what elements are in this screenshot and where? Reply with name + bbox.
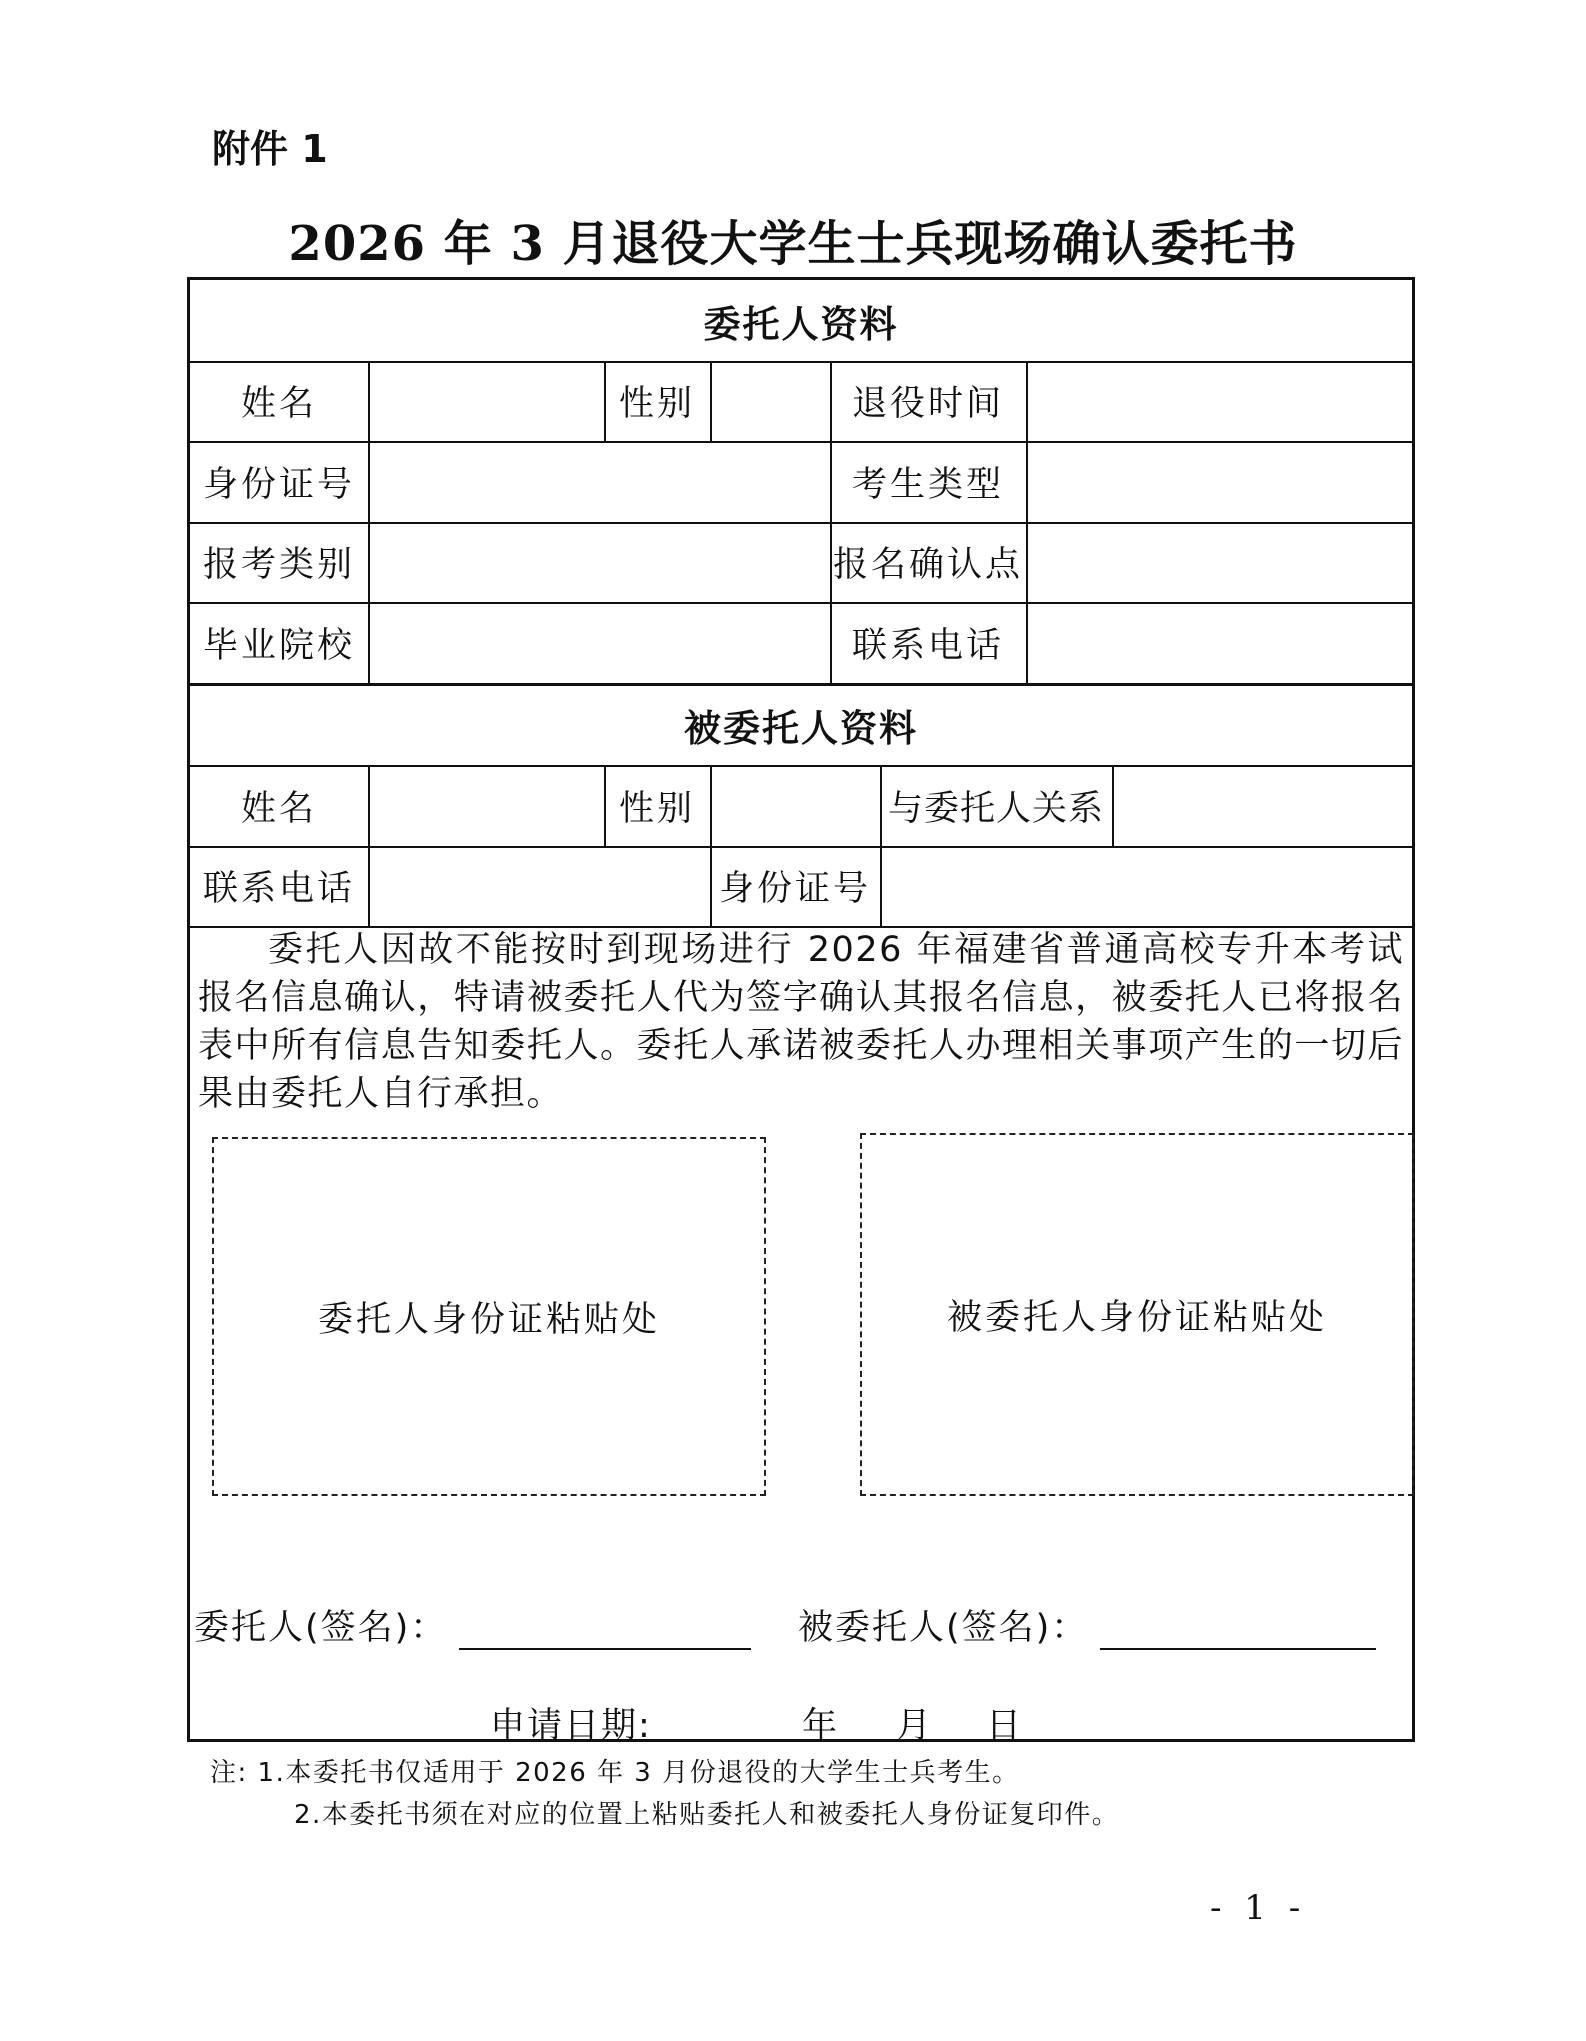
agent-section-title: 被委托人资料 [684, 706, 918, 750]
agent-phone-field[interactable] [370, 846, 710, 926]
principal-name-field[interactable] [370, 361, 604, 441]
document-title: 2026 年 3 月退役大学生士兵现场确认委托书 [288, 216, 1298, 272]
principal-id-number-label: 身份证号 [202, 464, 355, 505]
agent-signature [798, 1600, 1376, 1650]
principal-signature-label: 委托人(签名)： [194, 1608, 448, 1648]
date-label: 申请日期: [490, 1706, 652, 1746]
note-2: 2.本委托书须在对应的位置上粘贴委托人和被委托人身份证复印件。 [294, 1800, 1120, 1830]
agent-gender-label: 性别 [618, 788, 695, 829]
principal-exam-category-field[interactable] [370, 522, 830, 602]
principal-discharge-time-label: 退役时间 [851, 384, 1004, 424]
agent-phone-label: 联系电话 [202, 869, 355, 909]
principal-signature-line[interactable] [459, 1618, 751, 1650]
principal-confirm-point-label: 报名确认点 [832, 545, 1023, 585]
agent-signature-line[interactable] [1100, 1618, 1376, 1650]
agent-gender-field[interactable] [712, 765, 880, 846]
date-year: 年 [802, 1706, 840, 1746]
date-day: 日 [986, 1706, 1024, 1746]
agent-id-paste-area: 被委托人身份证粘贴处 [860, 1133, 1414, 1496]
page-number: - 1 - [1210, 1888, 1307, 1928]
agent-name-field[interactable] [370, 765, 604, 846]
agent-relation-field[interactable] [1114, 765, 1412, 846]
date-month: 月 [896, 1706, 934, 1746]
agent-signature-label: 被委托人(签名)： [798, 1608, 1089, 1648]
notes [210, 1752, 1119, 1836]
statement-paragraph: 委托人因故不能按时到现场进行 2026 年福建省普通高校专升本考试报名信息确认，特请被委托人代为签字确认其报名信息，被委托人已将报名表中所有信息告知委托人。委托人承诺被委托人办理相关事项产生的一切后果由委托人自行承担。 [198, 930, 1404, 1114]
note-1: 注: 1.本委托书仅适用于 2026 年 3 月份退役的大学生士兵考生。 [210, 1758, 1020, 1788]
principal-id-paste-area: 委托人身份证粘贴处 [212, 1137, 766, 1496]
agent-relation-label: 与委托人关系 [887, 788, 1104, 829]
principal-section-title: 委托人资料 [703, 302, 899, 346]
principal-exam-category-label: 报考类别 [202, 545, 355, 585]
principal-id-number-field[interactable] [370, 441, 830, 522]
agent-id-number-field[interactable] [882, 846, 1412, 926]
principal-gender-field[interactable] [712, 361, 830, 441]
principal-candidate-type-field[interactable] [1028, 441, 1412, 522]
principal-phone-field[interactable] [1028, 602, 1412, 683]
principal-name-label: 姓名 [240, 384, 317, 424]
principal-school-field[interactable] [370, 602, 830, 683]
agent-id-number-label: 身份证号 [718, 869, 871, 909]
attachment-label: 附件 1 [212, 127, 328, 171]
principal-candidate-type-label: 考生类型 [851, 464, 1004, 505]
principal-signature [194, 1600, 751, 1650]
agent-name-label: 姓名 [240, 788, 317, 829]
principal-confirm-point-field[interactable] [1028, 522, 1412, 602]
principal-discharge-time-field[interactable] [1028, 361, 1412, 441]
principal-school-label: 毕业院校 [202, 625, 355, 666]
principal-phone-label: 联系电话 [851, 625, 1004, 666]
form-table [187, 277, 1415, 1746]
principal-gender-label: 性别 [618, 384, 695, 424]
